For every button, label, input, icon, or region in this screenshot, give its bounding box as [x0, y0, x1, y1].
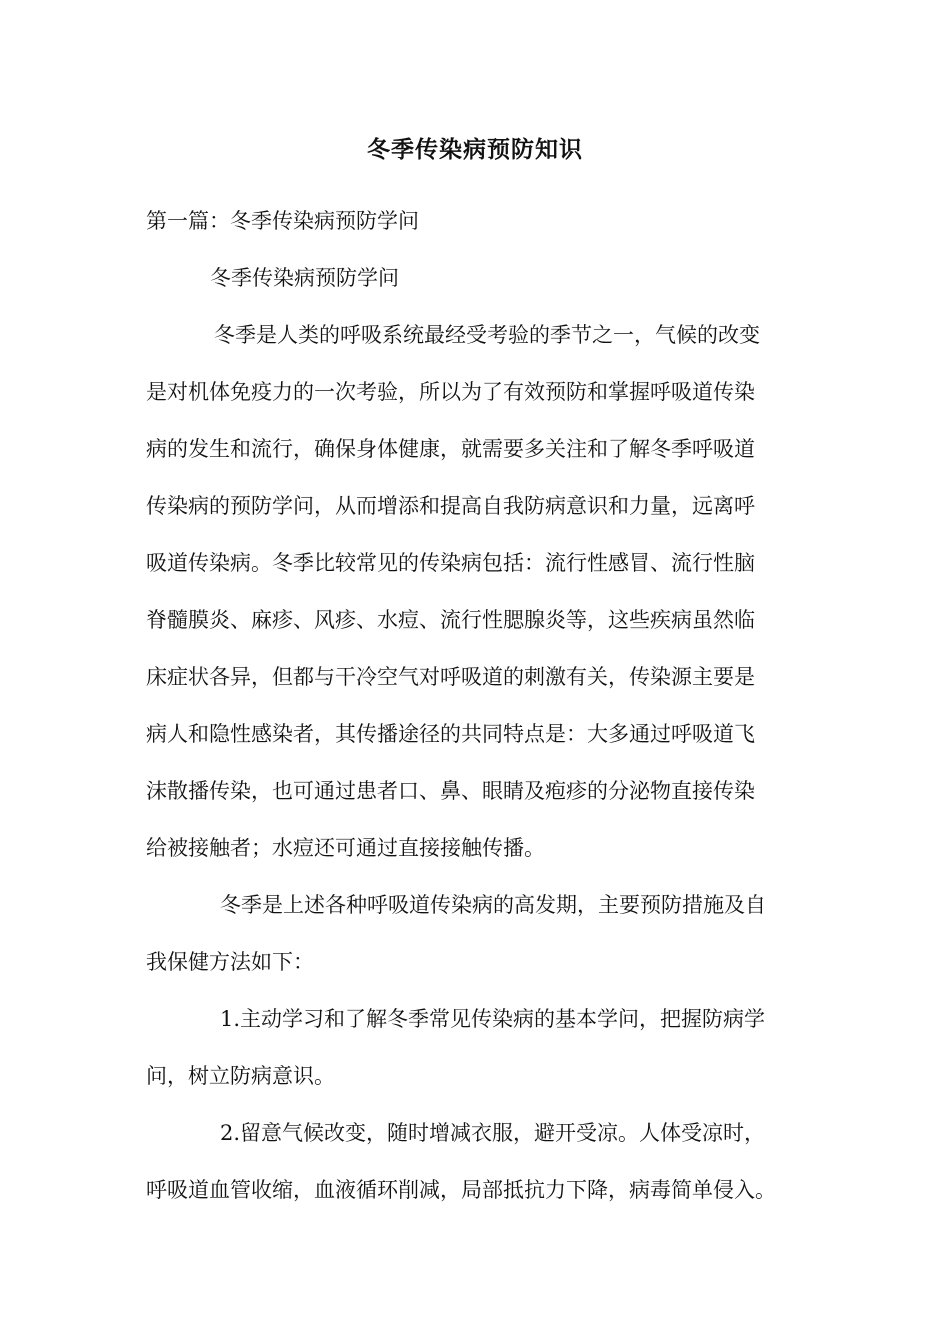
- paragraph-line: 病的发生和流行，确保身体健康，就需要多关注和了解冬季呼吸道: [146, 437, 755, 461]
- document-title: 冬季传染病预防知识: [367, 136, 583, 163]
- paragraph-line: 冬季是上述各种呼吸道传染病的高发期，主要预防措施及自: [220, 893, 766, 917]
- paragraph-line: 给被接触者；水痘还可通过直接接触传播。: [146, 836, 545, 860]
- paragraph-line: 沫散播传染，也可通过患者口、鼻、眼睛及疱疹的分泌物直接传染: [146, 779, 755, 803]
- list-item-line: 呼吸道血管收缩，血液循环削减，局部抵抗力下降，病毒简单侵入。: [146, 1178, 776, 1202]
- paragraph-line: 是对机体免疫力的一次考验，所以为了有效预防和掌握呼吸道传染: [146, 380, 755, 404]
- list-item-line: 2.留意气候改变，随时增减衣服，避开受凉。人体受凉时，: [220, 1121, 766, 1145]
- paragraph-line: 吸道传染病。冬季比较常见的传染病包括：流行性感冒、流行性脑: [146, 551, 755, 575]
- list-item-line: 1.主动学习和了解冬季常见传染病的基本学问，把握防病学: [220, 1007, 766, 1031]
- paragraph-line: 床症状各异，但都与干冷空气对呼吸道的刺激有关，传染源主要是: [146, 665, 755, 689]
- subheading: 冬季传染病预防学问: [210, 266, 399, 290]
- list-item-line: 问，树立防病意识。: [146, 1064, 335, 1088]
- section-heading: 第一篇：冬季传染病预防学问: [146, 209, 419, 233]
- paragraph-line: 冬季是人类的呼吸系统最经受考验的季节之一，气候的改变: [214, 323, 760, 347]
- paragraph-line: 传染病的预防学问，从而增添和提高自我防病意识和力量，远离呼: [146, 494, 755, 518]
- paragraph-line: 病人和隐性感染者，其传播途径的共同特点是：大多通过呼吸道飞: [146, 722, 755, 746]
- paragraph-line: 脊髓膜炎、麻疹、风疹、水痘、流行性腮腺炎等，这些疾病虽然临: [146, 608, 755, 632]
- paragraph-line: 我保健方法如下：: [146, 950, 314, 974]
